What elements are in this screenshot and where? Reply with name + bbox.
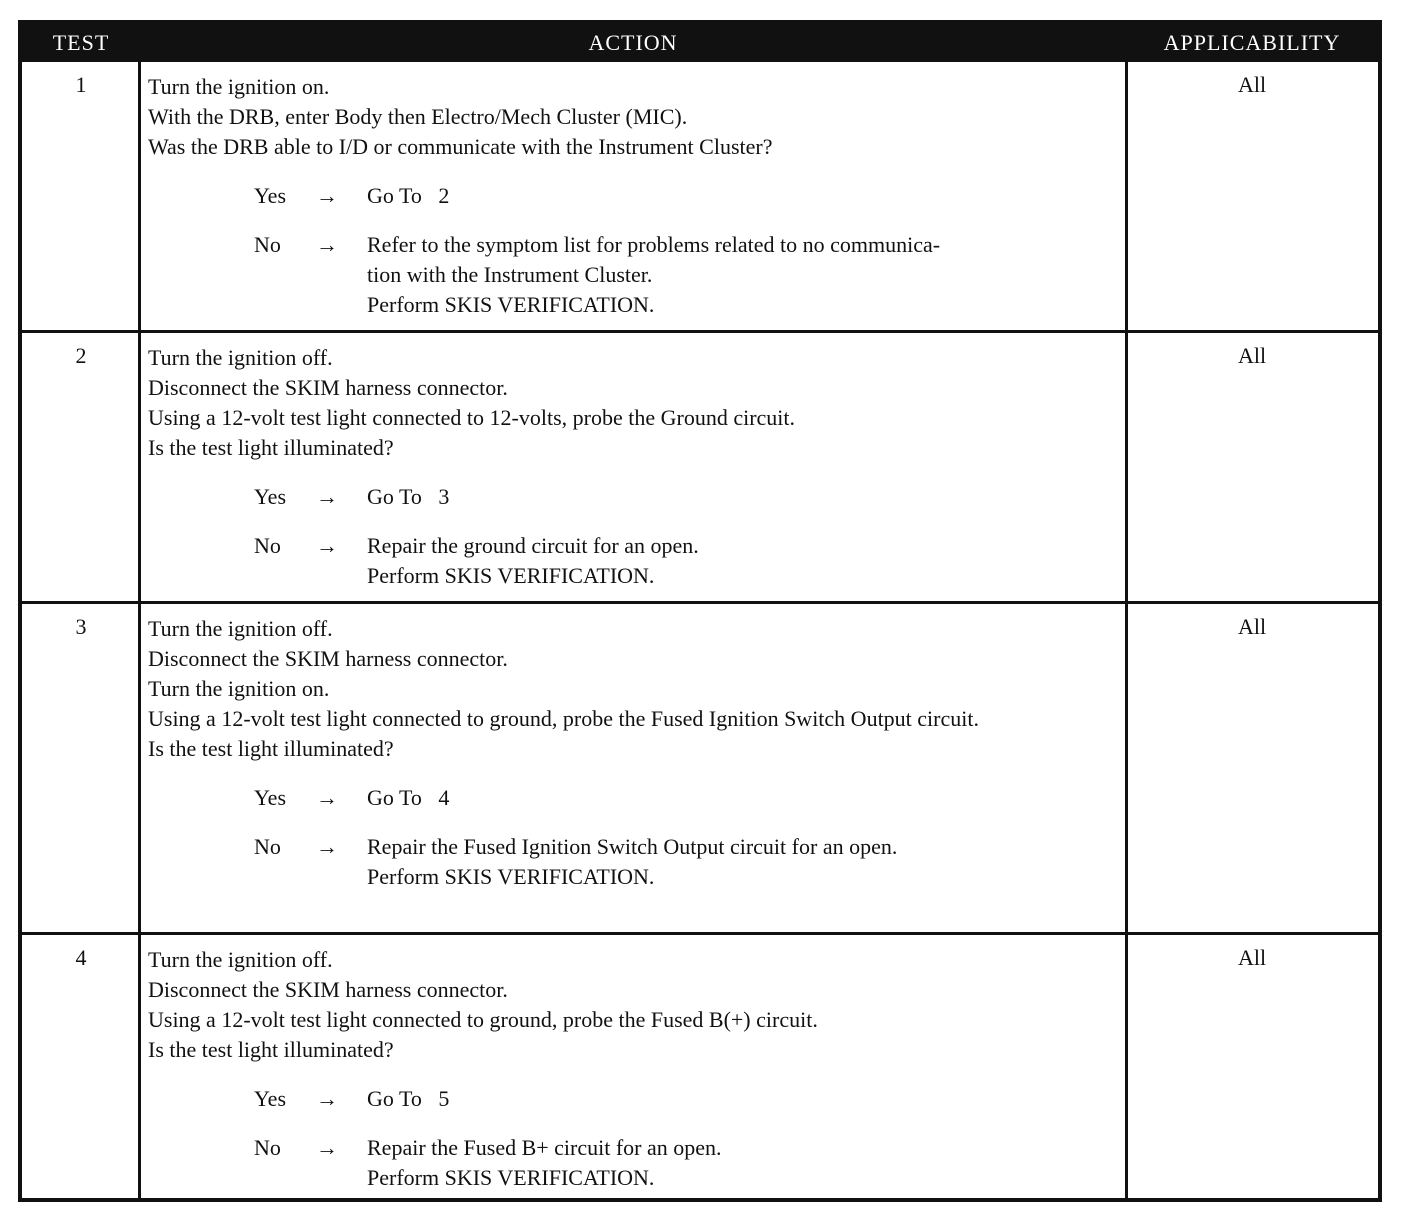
no-label: No (254, 834, 281, 859)
action-line: Disconnect the SKIM harness connector. (148, 646, 508, 671)
arrow-icon: → (316, 1135, 338, 1160)
arrow-icon: → (316, 183, 338, 208)
test-number: 4 (75, 945, 87, 970)
action-line: With the DRB, enter Body then Electro/Mech Cluster (MIC). (148, 104, 688, 129)
action-cell (148, 945, 1118, 1193)
yes-text: Go To 4 (367, 785, 450, 810)
action-line: Disconnect the SKIM harness connector. (148, 977, 508, 1002)
test-number: 2 (75, 343, 87, 368)
action-line: Is the test light illuminated? (148, 1037, 394, 1062)
header-applicability: APPLICABILITY (1126, 24, 1378, 62)
yes-label: Yes (254, 785, 287, 810)
header-test: TEST (22, 24, 140, 62)
applicability-value: All (1237, 945, 1267, 970)
no-text: Perform SKIS VERIFICATION. (367, 292, 655, 317)
yes-text: Go To 5 (367, 1086, 450, 1111)
no-response (148, 230, 1118, 320)
yes-label: Yes (254, 183, 287, 208)
action-line: Turn the ignition off. (148, 616, 333, 641)
action-line: Was the DRB able to I/D or communicate with the Instrument Cluster? (148, 134, 773, 159)
action-cell (148, 343, 1118, 591)
no-label: No (254, 533, 281, 558)
action-cell (148, 614, 1118, 892)
no-text: Repair the Fused Ignition Switch Output circuit for an open. (367, 834, 898, 859)
action-line: Turn the ignition on. (148, 74, 330, 99)
no-response (148, 1133, 1118, 1193)
arrow-icon: → (316, 785, 338, 810)
no-label: No (254, 232, 281, 257)
no-text: Repair the ground circuit for an open. (367, 533, 699, 558)
arrow-icon: → (316, 484, 338, 509)
yes-text: Go To 3 (367, 484, 450, 509)
yes-response (148, 181, 1118, 211)
yes-label: Yes (254, 1086, 287, 1111)
no-text: Perform SKIS VERIFICATION. (367, 563, 655, 588)
action-line: Is the test light illuminated? (148, 736, 394, 761)
table-row (22, 333, 1378, 601)
table-row (22, 62, 1378, 330)
table-row (22, 935, 1378, 1198)
action-line: Is the test light illuminated? (148, 435, 394, 460)
no-label: No (254, 1135, 281, 1160)
action-line: Turn the ignition on. (148, 676, 330, 701)
no-text: tion with the Instrument Cluster. (367, 262, 653, 287)
action-line: Using a 12-volt test light connected to ground, probe the Fused Ignition Switch Output circuit. (148, 706, 979, 731)
no-text: Refer to the symptom list for problems related to no communica- (367, 232, 941, 257)
arrow-icon: → (316, 834, 338, 859)
action-cell (148, 72, 1118, 320)
applicability-value: All (1237, 614, 1267, 639)
yes-response (148, 482, 1118, 512)
yes-response (148, 1084, 1118, 1114)
yes-response (148, 783, 1118, 813)
action-line: Disconnect the SKIM harness connector. (148, 375, 508, 400)
test-number: 1 (75, 72, 87, 97)
diagnostic-test-table (18, 20, 1382, 1202)
test-number: 3 (75, 614, 87, 639)
action-line: Turn the ignition off. (148, 345, 333, 370)
arrow-icon: → (316, 533, 338, 558)
yes-text: Go To 2 (367, 183, 450, 208)
action-line: Using a 12-volt test light connected to ground, probe the Fused B(+) circuit. (148, 1007, 818, 1032)
arrow-icon: → (316, 1086, 338, 1111)
table-row (22, 604, 1378, 932)
header-action: ACTION (140, 24, 1126, 62)
applicability-value: All (1237, 343, 1267, 368)
applicability-value: All (1237, 72, 1267, 97)
no-response (148, 531, 1118, 591)
arrow-icon: → (316, 232, 338, 257)
action-line: Turn the ignition off. (148, 947, 333, 972)
yes-label: Yes (254, 484, 287, 509)
no-text: Perform SKIS VERIFICATION. (367, 1165, 655, 1190)
action-line: Using a 12-volt test light connected to 12-volts, probe the Ground circuit. (148, 405, 796, 430)
no-text: Perform SKIS VERIFICATION. (367, 864, 655, 889)
no-response (148, 832, 1118, 892)
no-text: Repair the Fused B+ circuit for an open. (367, 1135, 722, 1160)
